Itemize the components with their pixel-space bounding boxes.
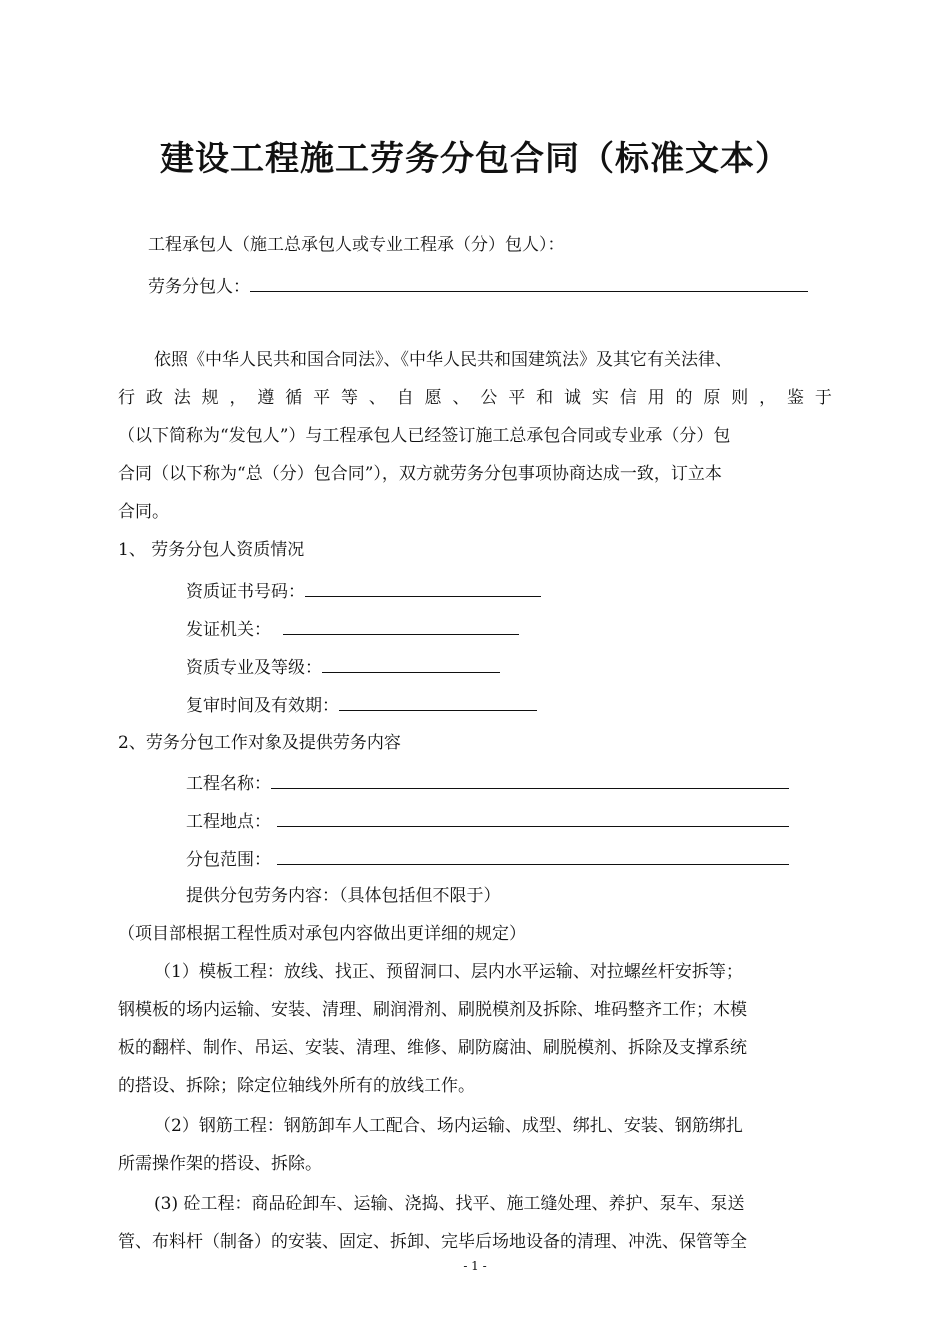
preamble-char: 则 xyxy=(731,388,749,408)
field-project-name xyxy=(186,770,789,796)
item1-line-4: 的搭设、拆除；除定位轴线外所有的放线工作。 xyxy=(118,1076,475,1096)
field-review-validity xyxy=(186,692,537,718)
field-label: 资质证书号码： xyxy=(186,582,305,602)
preamble-char: 规 xyxy=(201,388,219,408)
preamble-char: 平 xyxy=(508,388,526,408)
item1-line-1: （1）模板工程：放线、找正、预留洞口、层内水平运输、对拉螺丝杆安拆等； xyxy=(154,962,743,982)
contractor-label: 工程承包人（施工总承包人或专业工程承（分）包人）： xyxy=(148,235,565,255)
field-label: 分包范围： xyxy=(186,850,271,870)
qualification-grade-blank[interactable] xyxy=(322,654,500,673)
preamble-line-4: 合同（以下称为“总（分）包合同”），双方就劳务分包事项协商达成一致，订立本 xyxy=(118,464,722,484)
preamble-char: 等 xyxy=(341,388,358,408)
preamble-line-5: 合同。 xyxy=(118,502,169,522)
preamble-char: 法 xyxy=(173,388,191,408)
review-validity-blank[interactable] xyxy=(339,692,537,711)
content-label: 提供分包劳务内容：（具体包括但不限于） xyxy=(186,886,501,906)
preamble-char: 、 xyxy=(368,388,386,408)
preamble-char: ， xyxy=(229,388,247,408)
item3-line-2: 管、布料杆（制备）的安装、固定、拆卸、完毕后场地设备的清理、冲洗、保管等全 xyxy=(118,1232,747,1252)
preamble-line-3: （以下简称为“发包人”）与工程承包人已经签订施工总承包合同或专业承（分）包 xyxy=(118,426,731,446)
item1-line-3: 板的翻样、制作、吊运、安装、清理、维修、刷防腐油、刷脱模剂、拆除及支撑系统 xyxy=(118,1038,747,1058)
project-name-blank[interactable] xyxy=(271,770,789,789)
preamble-char: 平 xyxy=(313,388,331,408)
preamble-line-1: 依照《中华人民共和国合同法》、《中华人民共和国建筑法》及其它有关法律、 xyxy=(154,350,732,370)
field-project-location xyxy=(186,808,789,834)
preamble-char: 鉴 xyxy=(787,388,804,408)
preamble-char: 原 xyxy=(703,388,721,408)
page-number: - 1 - xyxy=(463,1259,487,1273)
preamble-char: 自 xyxy=(396,388,414,408)
item2-line-2: 所需操作架的搭设、拆除。 xyxy=(118,1154,322,1174)
preamble-char: ， xyxy=(759,388,777,408)
preamble-char: 公 xyxy=(480,388,498,408)
field-cert-number xyxy=(186,578,541,604)
preamble-char: 政 xyxy=(145,388,163,408)
field-label: 复审时间及有效期： xyxy=(186,696,339,716)
preamble-char: 行 xyxy=(118,388,135,408)
preamble-char: 和 xyxy=(536,388,554,408)
subcontractor-label: 劳务分包人： xyxy=(148,277,250,297)
item2-line-1: （2）钢筋工程：钢筋卸车人工配合、场内运输、成型、绑扎、安装、钢筋绑扎 xyxy=(154,1116,743,1136)
field-label: 工程地点： xyxy=(186,812,271,832)
document-title: 建设工程施工劳务分包合同（标准文本） xyxy=(160,139,790,179)
item3-line-1: (3) 砼工程：商品砼卸车、运输、浇捣、找平、施工缝处理、养护、泵车、泵送 xyxy=(154,1194,745,1214)
preamble-char: 用 xyxy=(647,388,665,408)
preamble-char: 诚 xyxy=(564,388,581,408)
preamble-char: 、 xyxy=(452,388,470,408)
field-qualification-grade xyxy=(186,654,500,680)
field-issuing-authority xyxy=(186,616,519,642)
content-note: （项目部根据工程性质对承包内容做出更详细的规定） xyxy=(118,924,526,944)
subcontract-scope-blank[interactable] xyxy=(277,846,789,865)
project-location-blank[interactable] xyxy=(277,808,789,827)
subcontractor-blank[interactable] xyxy=(250,273,808,292)
preamble-char: 实 xyxy=(591,388,609,408)
preamble-char: 的 xyxy=(675,388,693,408)
field-subcontract-scope xyxy=(186,846,789,872)
preamble-char: 愿 xyxy=(424,388,442,408)
field-label: 资质专业及等级： xyxy=(186,658,322,678)
section2-heading: 2、劳务分包工作对象及提供劳务内容 xyxy=(118,733,401,753)
issuing-authority-blank[interactable] xyxy=(283,616,519,635)
preamble-char: 于 xyxy=(814,388,832,408)
preamble-char: 信 xyxy=(619,388,637,408)
section1-heading: 1、 劳务分包人资质情况 xyxy=(118,540,305,560)
preamble-line-2 xyxy=(118,386,832,410)
item1-line-2: 钢模板的场内运输、安装、清理、刷润滑剂、刷脱模剂及拆除、堆码整齐工作；木模 xyxy=(118,1000,747,1020)
subcontractor-row xyxy=(148,273,808,299)
field-label: 工程名称： xyxy=(186,774,271,794)
preamble-char: 遵 xyxy=(257,388,275,408)
cert-number-blank[interactable] xyxy=(305,578,541,597)
field-label: 发证机关： xyxy=(186,620,271,640)
preamble-char: 循 xyxy=(285,388,303,408)
